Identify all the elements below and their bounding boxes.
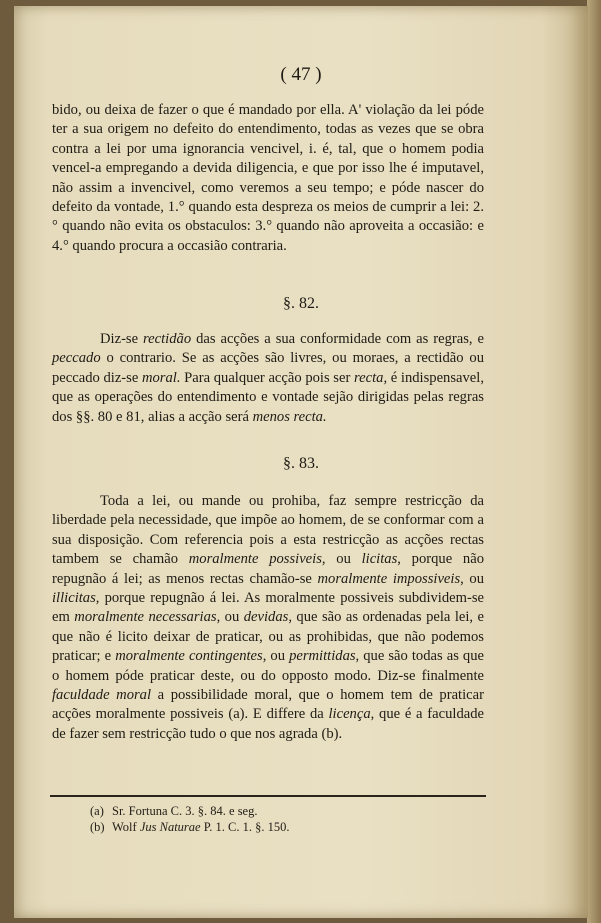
footnotes (90, 803, 490, 835)
footnote-b: (b) Wolf Jus Naturae P. 1. C. 1. §. 150. (90, 820, 290, 834)
paragraph-text: Diz-se rectidão das acções a sua conformidade com as regras, e peccado o contrario. Se as acções são livres, ou moraes, a rectidão ou peccado diz-se moral. Para qualquer acção pois ser recta, é indispensavel, que as operações do entendimento e vontade sejão dirigidas pelas regras dos §§. 80 e 81, alias a acção será menos recta. (52, 331, 484, 425)
footnote-divider (50, 795, 486, 797)
section-heading-82: §. 82. (283, 295, 319, 312)
paragraph-section-83 (52, 492, 484, 744)
footnote-mark: (b) (90, 820, 105, 834)
page-number-header: ( 47 ) (280, 64, 322, 85)
section-heading-83: §. 83. (283, 455, 319, 472)
paragraph-text: Toda a lei, ou mande ou prohiba, faz sempre restricção da liberdade pela necessidade, que impõe ao homem, de se conformar com a sua disposição. Com referencia pois a esta restricção as acções rectas tambem se chamão moralmente possiveis, ou licitas, porque não repugnão á lei; as menos rectas chamão-se moralmente impossiveis, ou illicitas, porque repugnão á lei. As moralmente possiveis subdividem-se em moralmente necessarias, ou devidas, que são as ordenadas pela lei, e que não é licito deixar de praticar, ou as prohibidas, que não podemos praticar; e moralmente contingentes, ou permittidas, que são todas as que o homem póde praticar deste, ou do opposto modo. Diz-se finalmente faculdade moral a possibilidade moral, que o homem tem de praticar acções moralmente possiveis (a). E differe da licença, que é a faculdade de fazer sem restricção tudo o que nos agrada (b). (52, 493, 485, 742)
paragraph-text: bido, ou deixa de fazer o que é mandado por ella. A' violação da lei póde ter a sua origem no defeito do entendimento, todas as vezes que se obra contra a lei por uma ignorancia vencivel, i. é, tal, que o homem podia vencel-a empregando a devida diligencia, e que por isso lhe é imputavel, não assim a invencivel, como veremos a seu tempo; e póde nascer do defeito da vontade, 1.° quando esta despreza os meios de cumprir a lei: 2.° quando não evita os obstaculos: 3.° quando não aproveita a occasião: e 4.° quando procura a occasião contraria. (52, 102, 484, 254)
paragraph-section-82 (52, 330, 484, 427)
footnote-mark: (a) (90, 804, 104, 818)
book-page (14, 6, 588, 918)
paragraph-continuation (52, 101, 484, 256)
page-edge (587, 0, 601, 923)
footnote-a: (a) Sr. Fortuna C. 3. §. 84. e seg. (90, 804, 258, 818)
